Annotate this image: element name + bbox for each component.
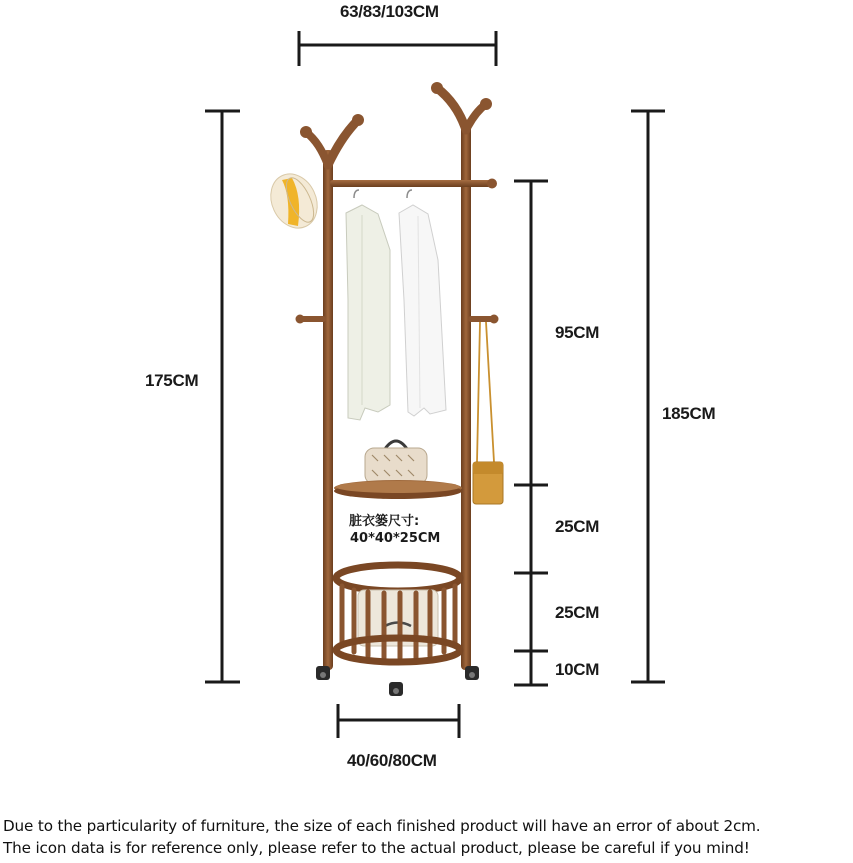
section-dimension-stack bbox=[514, 181, 548, 685]
disclaimer-line-1: Due to the particularity of furniture, the size of each finished product will have an error of about 2cm. bbox=[3, 817, 761, 835]
top-width-dimension bbox=[299, 31, 496, 66]
left-height-dimension bbox=[205, 111, 240, 682]
section-top-label: 95CM bbox=[555, 323, 600, 342]
side-bag-illustration bbox=[473, 322, 503, 504]
shirt-illustration bbox=[399, 205, 446, 416]
top-width-label: 63/83/103CM bbox=[340, 2, 439, 21]
basket-size-value: 40*40*25CM bbox=[350, 531, 441, 546]
hanging-rail bbox=[330, 180, 492, 187]
hangers bbox=[354, 190, 412, 198]
basket-size-title: 脏衣篓尺寸: bbox=[349, 514, 420, 529]
coat-rack bbox=[262, 82, 503, 696]
right-height-dimension bbox=[631, 111, 665, 682]
hat-illustration bbox=[262, 166, 326, 235]
bottom-width-dimension bbox=[338, 704, 459, 738]
laundry-basket bbox=[336, 565, 460, 662]
section-lower-label: 25CM bbox=[555, 603, 600, 622]
caster-wheels bbox=[316, 666, 479, 696]
handbag-illustration bbox=[365, 441, 427, 484]
section-bottom-label: 10CM bbox=[555, 660, 600, 679]
left-height-label: 175CM bbox=[145, 371, 199, 390]
bottom-width-label: 40/60/80CM bbox=[347, 751, 437, 770]
disclaimer-line-2: The icon data is for reference only, please refer to the actual product, please be careful if you mind! bbox=[3, 839, 750, 857]
right-height-label: 185CM bbox=[662, 404, 716, 423]
round-shelf bbox=[334, 480, 462, 499]
section-middle-label: 25CM bbox=[555, 517, 600, 536]
jacket-illustration bbox=[346, 205, 390, 420]
